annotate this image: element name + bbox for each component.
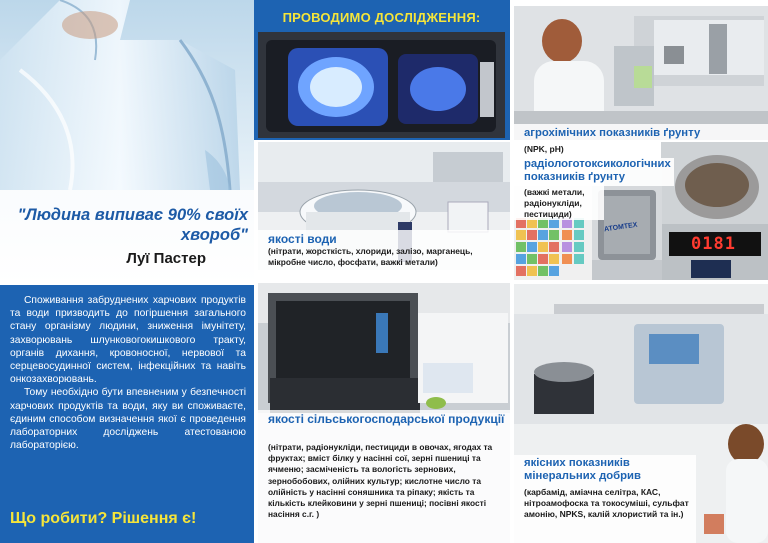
water-title: якості води (268, 232, 337, 246)
body-paragraph-2: Тому необхідно бути впевненим у безпечності харчових продуктів та води, яку ви споживаєте, єдиним способом визначення якої є проведення лабораторних досліджень атестованою лабораторією. (10, 387, 246, 452)
soil-radio-detail: (важкі метали, радіонукліди, пестициди) (524, 187, 585, 219)
fert-detail: (карбамід, аміачна селітра, КАС, нітроамофоска та токосуміші, сульфат амонію, NPKS, калій хлористий та ін.) (524, 487, 689, 519)
water-detail: (нітрати, жорсткість, хлориди, залізо, марганець, мікробне число, фосфати, важкі метали) (268, 246, 473, 267)
body-text (10, 294, 246, 452)
agro-title: якості сільськогосподарської продукції (268, 412, 505, 426)
incubator-photo (258, 32, 505, 138)
call-to-action: Що робити? Рішення є! (10, 510, 197, 527)
soil-agro-title: агрохімічних показників ґрунту (524, 127, 701, 139)
balance-display: 0181 (691, 234, 736, 254)
quote-panel (0, 0, 254, 285)
water-pitcher-image (0, 0, 254, 190)
scientist-photo (514, 6, 768, 140)
soil-radio-title: радіологотоксикологічних показників ґрунту (524, 158, 671, 183)
body-paragraph-1: Споживання забруднених харчових продуктів та води призводить до погіршення загального стану організму людини, зниження імунітету, захворювань шлунковогокишкового тракту, органів дихання, кровоносної, нервової та серцевосудинної систем, інфекційних та навіть онкозахворювань. (10, 295, 246, 386)
quote-text: "Людина випиває 90% своїх хвороб" (17, 206, 248, 244)
agro-detail: (нітрати, радіонукліди, пестициди в овочах, ягодах та фруктах; вміст білку у насінні сої, зерні пшениці та ячменю; засміченість та вологість зернових, зернобобових, олійних культур; кислотне число та олійність у насінні соняшника та ріпаку; якість та кількість клейковини у зерні пшениці; посівні якості насіння с.г. ) (268, 442, 493, 520)
radiometer-brand: ATOMTEX (603, 221, 638, 234)
fert-title: якісних показників мінеральних добрив (524, 457, 641, 482)
header-banner: ПРОВОДИМО ДОСЛІДЖЕННЯ: (258, 6, 505, 30)
soil-agro-detail: (NPK, pH) (524, 144, 564, 154)
quote-author: Луї Пастер (126, 250, 206, 267)
soil-sample-photo (661, 142, 768, 280)
info-panel (0, 285, 254, 543)
